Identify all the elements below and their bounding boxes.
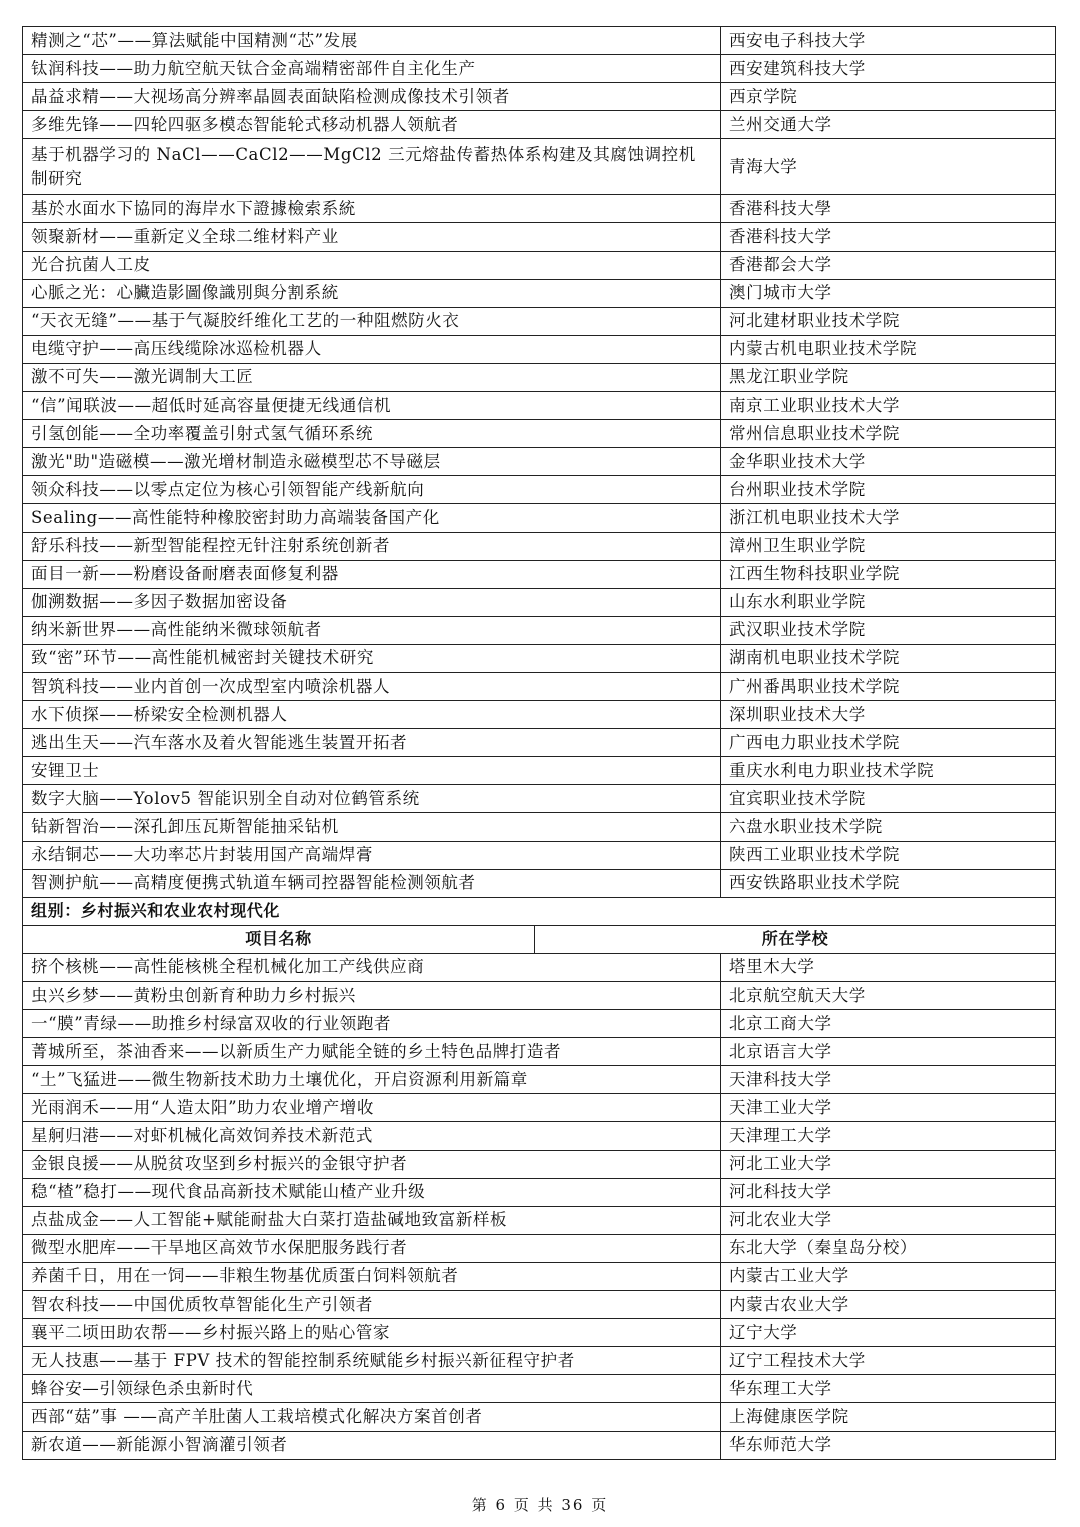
project-name-cell: 激不可失——激光调制大工匠 [23, 363, 721, 391]
school-cell: 湖南机电职业技术学院 [721, 644, 1056, 672]
table-row [23, 644, 1056, 672]
project-name-cell: 钻新智治——深孔卸压瓦斯智能抽采钻机 [23, 813, 721, 841]
table-row [23, 27, 1056, 55]
table-row [23, 1262, 1056, 1290]
project-name-cell: 无人技惠——基于 FPV 技术的智能控制系统赋能乡村振兴新征程守护者 [23, 1347, 721, 1375]
project-name-cell: 引氢创能——全功率覆盖引射式氢气循环系统 [23, 420, 721, 448]
table-row [23, 785, 1056, 813]
school-cell: 金华职业技术大学 [721, 448, 1056, 476]
project-name-cell: “土”飞猛进——微生物新技术助力土壤优化，开启资源利用新篇章 [23, 1066, 721, 1094]
school-cell: 天津科技大学 [721, 1066, 1056, 1094]
school-cell: 河北建材职业技术学院 [721, 307, 1056, 335]
project-name-cell: 钛润科技——助力航空航天钛合金高端精密部件自主化生产 [23, 55, 721, 83]
school-cell: 六盘水职业技术学院 [721, 813, 1056, 841]
school-cell: 天津理工大学 [721, 1122, 1056, 1150]
table-row [23, 953, 1056, 981]
project-name-cell: 稳“楂”稳打——现代食品高新技术赋能山楂产业升级 [23, 1178, 721, 1206]
table-row [23, 1150, 1056, 1178]
table-row [23, 588, 1056, 616]
school-cell: 华东师范大学 [721, 1431, 1056, 1459]
project-name-cell: 逃出生天——汽车落水及着火智能逃生装置开拓者 [23, 729, 721, 757]
school-cell: 漳州卫生职业学院 [721, 532, 1056, 560]
school-cell: 河北科技大学 [721, 1178, 1056, 1206]
table-row [23, 223, 1056, 251]
project-name-cell: 新农道——新能源小智滴灌引领者 [23, 1431, 721, 1459]
table-body-bottom [23, 953, 1056, 1459]
project-name-cell: 基于机器学习的 NaCl——CaCl2——MgCl2 三元熔盐传蓄热体系构建及其腐蚀调控机制研究 [23, 139, 721, 195]
school-cell: 陕西工业职业技术学院 [721, 841, 1056, 869]
table-row [23, 672, 1056, 700]
school-cell: 深圳职业技术大学 [721, 701, 1056, 729]
school-cell: 华东理工大学 [721, 1375, 1056, 1403]
table-row [23, 55, 1056, 83]
school-cell: 内蒙古机电职业技术学院 [721, 335, 1056, 363]
school-cell: 天津工业大学 [721, 1094, 1056, 1122]
project-name-cell: 精测之“芯”——算法赋能中国精测“芯”发展 [23, 27, 721, 55]
project-name-cell: 多维先锋——四轮四驱多模态智能轮式移动机器人领航者 [23, 111, 721, 139]
school-cell: 澳门城市大学 [721, 279, 1056, 307]
school-cell: 重庆水利电力职业技术学院 [721, 757, 1056, 785]
school-cell: 黑龙江职业学院 [721, 363, 1056, 391]
school-cell: 香港科技大学 [721, 223, 1056, 251]
project-name-cell: 西部“菇”事 ——高产羊肚菌人工栽培模式化解决方案首创者 [23, 1403, 721, 1431]
table-row [23, 532, 1056, 560]
table-row [23, 1403, 1056, 1431]
project-name-cell: 激光"助"造磁模——激光增材制造永磁模型芯不导磁层 [23, 448, 721, 476]
table-row [23, 729, 1056, 757]
page-footer: 第 6 页 共 36 页 [471, 1496, 609, 1514]
project-name-cell: 水下侦探——桥梁安全检测机器人 [23, 701, 721, 729]
project-name-cell: 襄平二顷田助农帮——乡村振兴路上的贴心管家 [23, 1319, 721, 1347]
table-row [23, 139, 1056, 195]
table-row [23, 1178, 1056, 1206]
table-header-row [23, 925, 1056, 953]
school-cell: 台州职业技术学院 [721, 476, 1056, 504]
project-name-cell: 微型水肥库——干旱地区高效节水保肥服务践行者 [23, 1234, 721, 1262]
table-row [23, 392, 1056, 420]
project-name-cell: 智筑科技——业内首创一次成型室内喷涂机器人 [23, 672, 721, 700]
header-school: 所在学校 [535, 925, 1056, 953]
school-cell: 西安电子科技大学 [721, 27, 1056, 55]
table-row [23, 1234, 1056, 1262]
group-heading-row [23, 897, 1056, 925]
header-project-name: 项目名称 [23, 925, 535, 953]
school-cell: 辽宁工程技术大学 [721, 1347, 1056, 1375]
school-cell: 江西生物科技职业学院 [721, 560, 1056, 588]
table-row [23, 420, 1056, 448]
table-row [23, 1206, 1056, 1234]
school-cell: 青海大学 [721, 139, 1056, 195]
table-row [23, 363, 1056, 391]
school-cell: 上海健康医学院 [721, 1403, 1056, 1431]
school-cell: 北京航空航天大学 [721, 982, 1056, 1010]
table-row [23, 448, 1056, 476]
project-name-cell: 光雨润禾——用“人造太阳”助力农业增产增收 [23, 1094, 721, 1122]
project-name-cell: 星舸归港——对虾机械化高效饲养技术新范式 [23, 1122, 721, 1150]
project-name-cell: 基於水面水下協同的海岸水下證據檢索系統 [23, 195, 721, 223]
school-cell: 武汉职业技术学院 [721, 616, 1056, 644]
project-name-cell: 面目一新——粉磨设备耐磨表面修复利器 [23, 560, 721, 588]
table-row [23, 1038, 1056, 1066]
school-cell: 内蒙古农业大学 [721, 1291, 1056, 1319]
table-row [23, 83, 1056, 111]
table-row [23, 504, 1056, 532]
table-row [23, 757, 1056, 785]
school-cell: 西京学院 [721, 83, 1056, 111]
table-row [23, 1431, 1056, 1459]
project-list-table [22, 26, 1056, 1460]
school-cell: 南京工业职业技术大学 [721, 392, 1056, 420]
project-name-cell: Sealing——高性能特种橡胶密封助力高端装备国产化 [23, 504, 721, 532]
school-cell: 东北大学（秦皇岛分校） [721, 1234, 1056, 1262]
table-row [23, 1375, 1056, 1403]
group-heading: 组别：乡村振兴和农业农村现代化 [23, 897, 1056, 925]
school-cell: 北京工商大学 [721, 1010, 1056, 1038]
project-name-cell: 领众科技——以零点定位为核心引领智能产线新航向 [23, 476, 721, 504]
project-name-cell: 光合抗菌人工皮 [23, 251, 721, 279]
project-name-cell: 纳米新世界——高性能纳米微球领航者 [23, 616, 721, 644]
school-cell: 常州信息职业技术学院 [721, 420, 1056, 448]
project-name-cell: 安锂卫士 [23, 757, 721, 785]
school-cell: 兰州交通大学 [721, 111, 1056, 139]
table-row [23, 307, 1056, 335]
table-row [23, 982, 1056, 1010]
project-name-cell: 晶益求精——大视场高分辨率晶圆表面缺陷检测成像技术引领者 [23, 83, 721, 111]
project-name-cell: 挤个核桃——高性能核桃全程机械化加工产线供应商 [23, 953, 721, 981]
project-name-cell: 电缆守护——高压线缆除冰巡检机器人 [23, 335, 721, 363]
table-row [23, 701, 1056, 729]
table-row [23, 251, 1056, 279]
project-name-cell: 一“膜”青绿——助推乡村绿富双收的行业领跑者 [23, 1010, 721, 1038]
table-row [23, 279, 1056, 307]
school-cell: 广州番禺职业技术学院 [721, 672, 1056, 700]
project-name-cell: 智农科技——中国优质牧草智能化生产引领者 [23, 1291, 721, 1319]
table-row [23, 1319, 1056, 1347]
table-row [23, 476, 1056, 504]
table-row [23, 1291, 1056, 1319]
project-name-cell: 数字大脑——Yolov5 智能识别全自动对位鹤管系统 [23, 785, 721, 813]
project-name-cell: 蜂谷安—引领绿色杀虫新时代 [23, 1375, 721, 1403]
table-row [23, 813, 1056, 841]
project-name-cell: 舒乐科技——新型智能程控无针注射系统创新者 [23, 532, 721, 560]
school-cell: 塔里木大学 [721, 953, 1056, 981]
school-cell: 河北工业大学 [721, 1150, 1056, 1178]
project-name-cell: “信”闻联波——超低时延高容量便捷无线通信机 [23, 392, 721, 420]
project-name-cell: 致“密”环节——高性能机械密封关键技术研究 [23, 644, 721, 672]
project-name-cell: “天衣无缝”——基于气凝胶纤维化工艺的一种阻燃防火衣 [23, 307, 721, 335]
table-row [23, 616, 1056, 644]
table-row [23, 869, 1056, 897]
school-cell: 辽宁大学 [721, 1319, 1056, 1347]
project-name-cell: 心脈之光：心臟造影圖像識別與分割系統 [23, 279, 721, 307]
project-name-cell: 伽溯数据——多因子数据加密设备 [23, 588, 721, 616]
table-row [23, 1010, 1056, 1038]
project-name-cell: 智测护航——高精度便携式轨道车辆司控器智能检测领航者 [23, 869, 721, 897]
project-name-cell: 点盐成金——人工智能+赋能耐盐大白菜打造盐碱地致富新样板 [23, 1206, 721, 1234]
school-cell: 西安铁路职业技术学院 [721, 869, 1056, 897]
project-name-cell: 养菌千日，用在一饲——非粮生物基优质蛋白饲料领航者 [23, 1262, 721, 1290]
school-cell: 香港科技大學 [721, 195, 1056, 223]
school-cell: 宜宾职业技术学院 [721, 785, 1056, 813]
school-cell: 内蒙古工业大学 [721, 1262, 1056, 1290]
project-name-cell: 领聚新材——重新定义全球二维材料产业 [23, 223, 721, 251]
project-name-cell: 金银良援——从脱贫攻坚到乡村振兴的金银守护者 [23, 1150, 721, 1178]
school-cell: 浙江机电职业技术大学 [721, 504, 1056, 532]
table-body-top [23, 27, 1056, 898]
table-row [23, 195, 1056, 223]
table-row [23, 335, 1056, 363]
school-cell: 香港都会大学 [721, 251, 1056, 279]
school-cell: 西安建筑科技大学 [721, 55, 1056, 83]
school-cell: 河北农业大学 [721, 1206, 1056, 1234]
school-cell: 广西电力职业技术学院 [721, 729, 1056, 757]
table-row [23, 1094, 1056, 1122]
project-name-cell: 永结铜芯——大功率芯片封装用国产高端焊膏 [23, 841, 721, 869]
school-cell: 北京语言大学 [721, 1038, 1056, 1066]
table-row [23, 111, 1056, 139]
table-row [23, 560, 1056, 588]
table-row [23, 1347, 1056, 1375]
table-row [23, 1066, 1056, 1094]
project-name-cell: 虫兴乡梦——黄粉虫创新育种助力乡村振兴 [23, 982, 721, 1010]
table-row [23, 1122, 1056, 1150]
table-row [23, 841, 1056, 869]
school-cell: 山东水利职业学院 [721, 588, 1056, 616]
project-name-cell: 菁城所至，茶油香来——以新质生产力赋能全链的乡土特色品牌打造者 [23, 1038, 721, 1066]
